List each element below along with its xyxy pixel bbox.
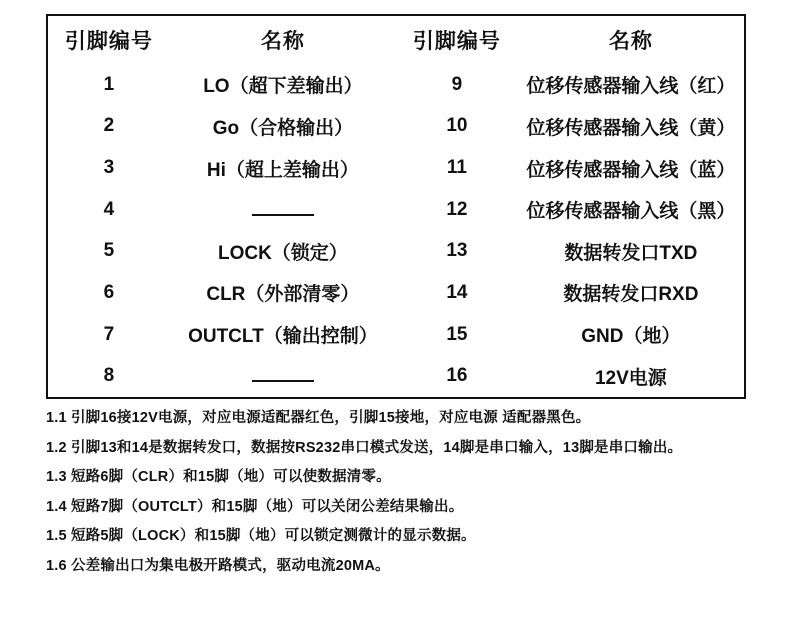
notes-section	[46, 405, 756, 582]
table-row	[48, 314, 744, 356]
pin-number: 11	[446, 157, 467, 179]
pin-number: 16	[446, 365, 468, 387]
blank-dash-icon	[252, 370, 314, 382]
pin-name: 12V电源	[594, 367, 667, 389]
table-row	[48, 147, 744, 189]
pin-number: 10	[446, 115, 468, 137]
table-row	[48, 189, 744, 231]
pin-number: 2	[103, 115, 115, 137]
pin-name-blank	[170, 189, 396, 231]
pin-name: 数据转发口RXD	[563, 284, 699, 306]
pin-name: OUTCLT（输出控制）	[188, 326, 378, 348]
header-pin-number-left: 引脚编号	[64, 30, 153, 53]
note-item: 1.6 公差输出口为集电极开路模式，驱动电流20MA。	[46, 557, 390, 574]
pin-name: 位移传感器输入线（黄）	[526, 117, 736, 139]
note-item: 1.3 短路6脚（CLR）和15脚（地）可以使数据清零。	[46, 469, 391, 485]
blank-dash-icon	[252, 204, 314, 216]
table-row	[48, 106, 744, 148]
pin-name: Hi（超上差输出）	[206, 159, 359, 181]
pin-name: CLR（外部清零）	[206, 284, 360, 306]
header-pin-number-right: 引脚编号	[412, 30, 501, 53]
note-item: 1.5 短路5脚（LOCK）和15脚（地）可以锁定测微计的显示数据。	[46, 528, 476, 544]
table-row	[48, 272, 744, 314]
table-header-row	[48, 16, 744, 64]
header-name-left: 名称	[260, 30, 305, 53]
table-row	[48, 231, 744, 273]
pin-number: 3	[103, 157, 115, 179]
pin-number: 14	[446, 281, 468, 303]
pin-number: 4	[103, 198, 115, 220]
pin-name: 位移传感器输入线（黑）	[526, 201, 736, 223]
pin-name-blank	[170, 355, 396, 397]
pin-name: LO（超下差输出）	[203, 76, 363, 98]
pin-number: 6	[103, 281, 115, 303]
pin-number: 15	[446, 323, 468, 345]
pin-name: GND（地）	[581, 326, 681, 348]
pin-number: 13	[446, 240, 468, 262]
note-item: 1.1 引脚16接12V电源，对应电源适配器红色，引脚15接地，对应电源 适配器黑色。	[46, 410, 591, 426]
pin-number: 1	[103, 73, 115, 95]
pin-name: 数据转发口TXD	[564, 242, 698, 264]
pin-name: 位移传感器输入线（蓝）	[526, 159, 736, 181]
pin-assignment-table	[46, 14, 746, 399]
header-name-right: 名称	[608, 30, 653, 53]
pin-number: 8	[103, 365, 115, 387]
pin-name: 位移传感器输入线（红）	[526, 76, 736, 98]
pin-number: 12	[446, 198, 468, 220]
pin-name: Go（合格输出）	[212, 117, 354, 139]
pin-number: 7	[103, 323, 115, 345]
note-item: 1.2 引脚13和14是数据转发口，数据按RS232串口模式发送，14脚是串口输入，13脚是串口输出。	[46, 439, 683, 456]
table-row	[48, 64, 744, 106]
pin-name: LOCK（锁定）	[217, 242, 348, 264]
note-item: 1.4 短路7脚（OUTCLT）和15脚（地）可以关闭公差结果输出。	[46, 498, 464, 515]
pin-number: 5	[103, 240, 115, 262]
table-row	[48, 355, 744, 397]
pin-number: 9	[451, 73, 463, 95]
